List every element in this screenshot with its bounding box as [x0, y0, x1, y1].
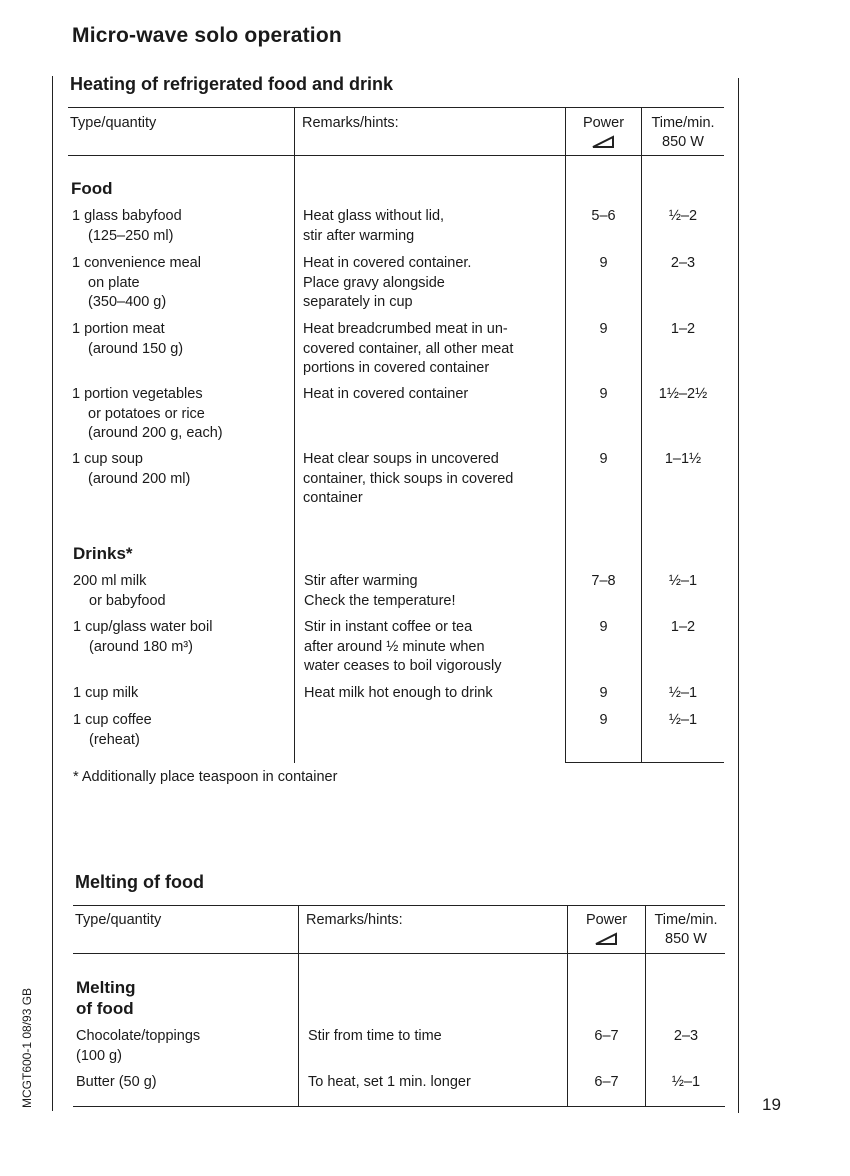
row-type-line: (350–400 g) [88, 294, 167, 310]
page-title: Micro-wave solo operation [72, 24, 342, 47]
section2-heading: Melting of food [75, 872, 204, 892]
row-power: 6–7 [594, 1028, 619, 1044]
row-type [76, 1027, 200, 1066]
col-header-time [642, 114, 724, 152]
row-remarks-line: Heat milk hot enough to drink [304, 685, 493, 701]
row-time: 2–3 [673, 1028, 699, 1044]
row-type [73, 618, 212, 657]
row-type-line: 1 cup milk [73, 685, 139, 701]
group-heading-food: Food [71, 179, 113, 198]
row-remarks-line: Stir from time to time [308, 1028, 442, 1044]
row-type [72, 320, 183, 359]
row-type [72, 207, 182, 246]
row-type-line: 1 cup soup [72, 451, 143, 467]
row-time: ½–2 [668, 208, 698, 224]
table2-col-divider-1 [298, 906, 299, 1106]
row-remarks [304, 572, 456, 611]
group-heading-melting-line2: of food [76, 999, 134, 1018]
row-remarks [308, 1027, 442, 1047]
row-remarks-line: water ceases to boil vigorously [304, 658, 502, 674]
row-time: ½–1 [668, 573, 698, 589]
col2-header-watt: 850 W [665, 931, 707, 947]
row-remarks-line: after around ½ minute when [304, 638, 485, 655]
row-remarks [308, 1073, 471, 1093]
col-header-power [566, 114, 641, 149]
row-time: 1–1½ [664, 451, 702, 467]
row-time: 1–2 [670, 321, 696, 337]
row-power: 9 [599, 451, 608, 467]
row-type [76, 1073, 157, 1093]
row-remarks-line: Stir after warming [304, 573, 418, 589]
col2-header-type: Type/quantity [75, 912, 162, 928]
table1-bottom-rule [566, 762, 724, 763]
row-remarks-line: portions in covered container [303, 360, 490, 376]
row-type [72, 385, 223, 444]
group-heading-melting [76, 977, 136, 1019]
table1-header-rule [68, 155, 724, 156]
row-type-line: (around 150 g) [88, 340, 184, 357]
row-remarks-line: Heat in covered container [303, 386, 469, 402]
table2-top-rule [73, 905, 725, 906]
power-level-icon [594, 932, 620, 946]
row-power: 5–6 [591, 208, 616, 224]
row-power: 7–8 [591, 573, 616, 589]
row-remarks-line: container [303, 490, 363, 506]
table2-header-rule [73, 953, 725, 954]
col2-header-power-label: Power [585, 912, 628, 928]
row-type-line: (reheat) [89, 731, 140, 748]
row-remarks [304, 684, 493, 704]
row-type-line: Butter (50 g) [76, 1074, 157, 1090]
row-time: 1½–2½ [658, 386, 708, 402]
row-remarks [303, 254, 471, 313]
row-type-line: or potatoes or rice [88, 405, 205, 422]
row-type-line: or babyfood [89, 592, 166, 609]
row-type-line: (around 200 g, each) [88, 425, 223, 441]
row-type [72, 254, 201, 313]
row-remarks-line: Heat glass without lid, [303, 208, 445, 224]
row-remarks-line: separately in cup [303, 294, 413, 310]
group-heading-drinks: Drinks* [73, 544, 133, 563]
row-remarks-line: Heat in covered container. [303, 255, 472, 271]
row-type [72, 450, 190, 489]
row-power: 9 [599, 321, 608, 337]
page-number: 19 [762, 1095, 781, 1114]
table1-top-rule [68, 107, 724, 108]
table1-col-divider-1 [294, 108, 295, 763]
row-power: 9 [599, 712, 608, 728]
col-header-time-label: Time/min. [651, 115, 715, 131]
col2-header-remarks: Remarks/hints: [306, 912, 403, 928]
row-time: ½–1 [668, 712, 698, 728]
col-header-power-label: Power [582, 115, 625, 131]
row-remarks-line: Heat breadcrumbed meat in un- [303, 321, 508, 337]
row-power: 9 [599, 255, 608, 271]
row-power: 9 [599, 685, 608, 701]
col2-header-time-label: Time/min. [654, 912, 718, 928]
row-time: 2–3 [670, 255, 696, 271]
row-remarks-line: Stir in instant coffee or tea [304, 619, 473, 635]
section1-heading: Heating of refrigerated food and drink [70, 74, 394, 94]
row-remarks-line: covered container, all other meat [303, 340, 514, 357]
row-type-line: Chocolate/toppings [76, 1028, 201, 1044]
row-time: 1–2 [670, 619, 696, 635]
col-header-remarks: Remarks/hints: [302, 115, 399, 131]
row-type-line: (100 g) [76, 1047, 122, 1064]
row-type-line: 200 ml milk [73, 573, 147, 589]
row-remarks [303, 207, 444, 246]
row-remarks [303, 385, 468, 405]
row-remarks-line: To heat, set 1 min. longer [308, 1074, 471, 1090]
row-type-line: (around 180 m³) [89, 638, 193, 655]
group-heading-melting-line1: Melting [76, 978, 136, 997]
row-time: ½–1 [668, 685, 698, 701]
row-type [73, 572, 166, 611]
left-margin-rule [52, 76, 53, 1111]
row-type [73, 684, 138, 704]
col-header-type: Type/quantity [70, 115, 157, 131]
power-level-icon [591, 135, 617, 149]
row-type-line: on plate [88, 274, 140, 291]
row-remarks [303, 320, 513, 379]
col2-header-time [646, 911, 726, 949]
row-remarks-line: Check the temperature! [304, 592, 456, 609]
footnote: * Additionally place teaspoon in container [73, 769, 338, 785]
row-remarks [304, 618, 501, 677]
row-type-line: (125–250 ml) [88, 227, 174, 244]
row-remarks-line: Heat clear soups in uncovered [303, 451, 499, 467]
row-remarks-line: stir after warming [303, 227, 415, 244]
row-type-line: 1 convenience meal [72, 255, 201, 271]
row-time: ½–1 [671, 1074, 701, 1090]
row-type-line: 1 portion vegetables [72, 386, 203, 402]
row-type [73, 711, 152, 750]
col-header-watt: 850 W [662, 134, 704, 150]
row-power: 9 [599, 619, 608, 635]
row-power: 9 [599, 386, 608, 402]
table2-bottom-rule [73, 1106, 725, 1107]
col2-header-power [568, 911, 645, 946]
row-type-line: 1 cup coffee [73, 712, 152, 728]
row-remarks-line: container, thick soups in covered [303, 470, 514, 487]
row-type-line: (around 200 ml) [88, 470, 191, 487]
row-type-line: 1 portion meat [72, 321, 165, 337]
right-margin-rule [738, 78, 739, 1113]
row-remarks [303, 450, 513, 509]
row-remarks-line: Place gravy alongside [303, 274, 445, 291]
row-type-line: 1 cup/glass water boil [73, 619, 213, 635]
document-code: MCGT600-1 08/93 GB [20, 987, 34, 1108]
row-power: 6–7 [594, 1074, 619, 1090]
row-type-line: 1 glass babyfood [72, 208, 182, 224]
